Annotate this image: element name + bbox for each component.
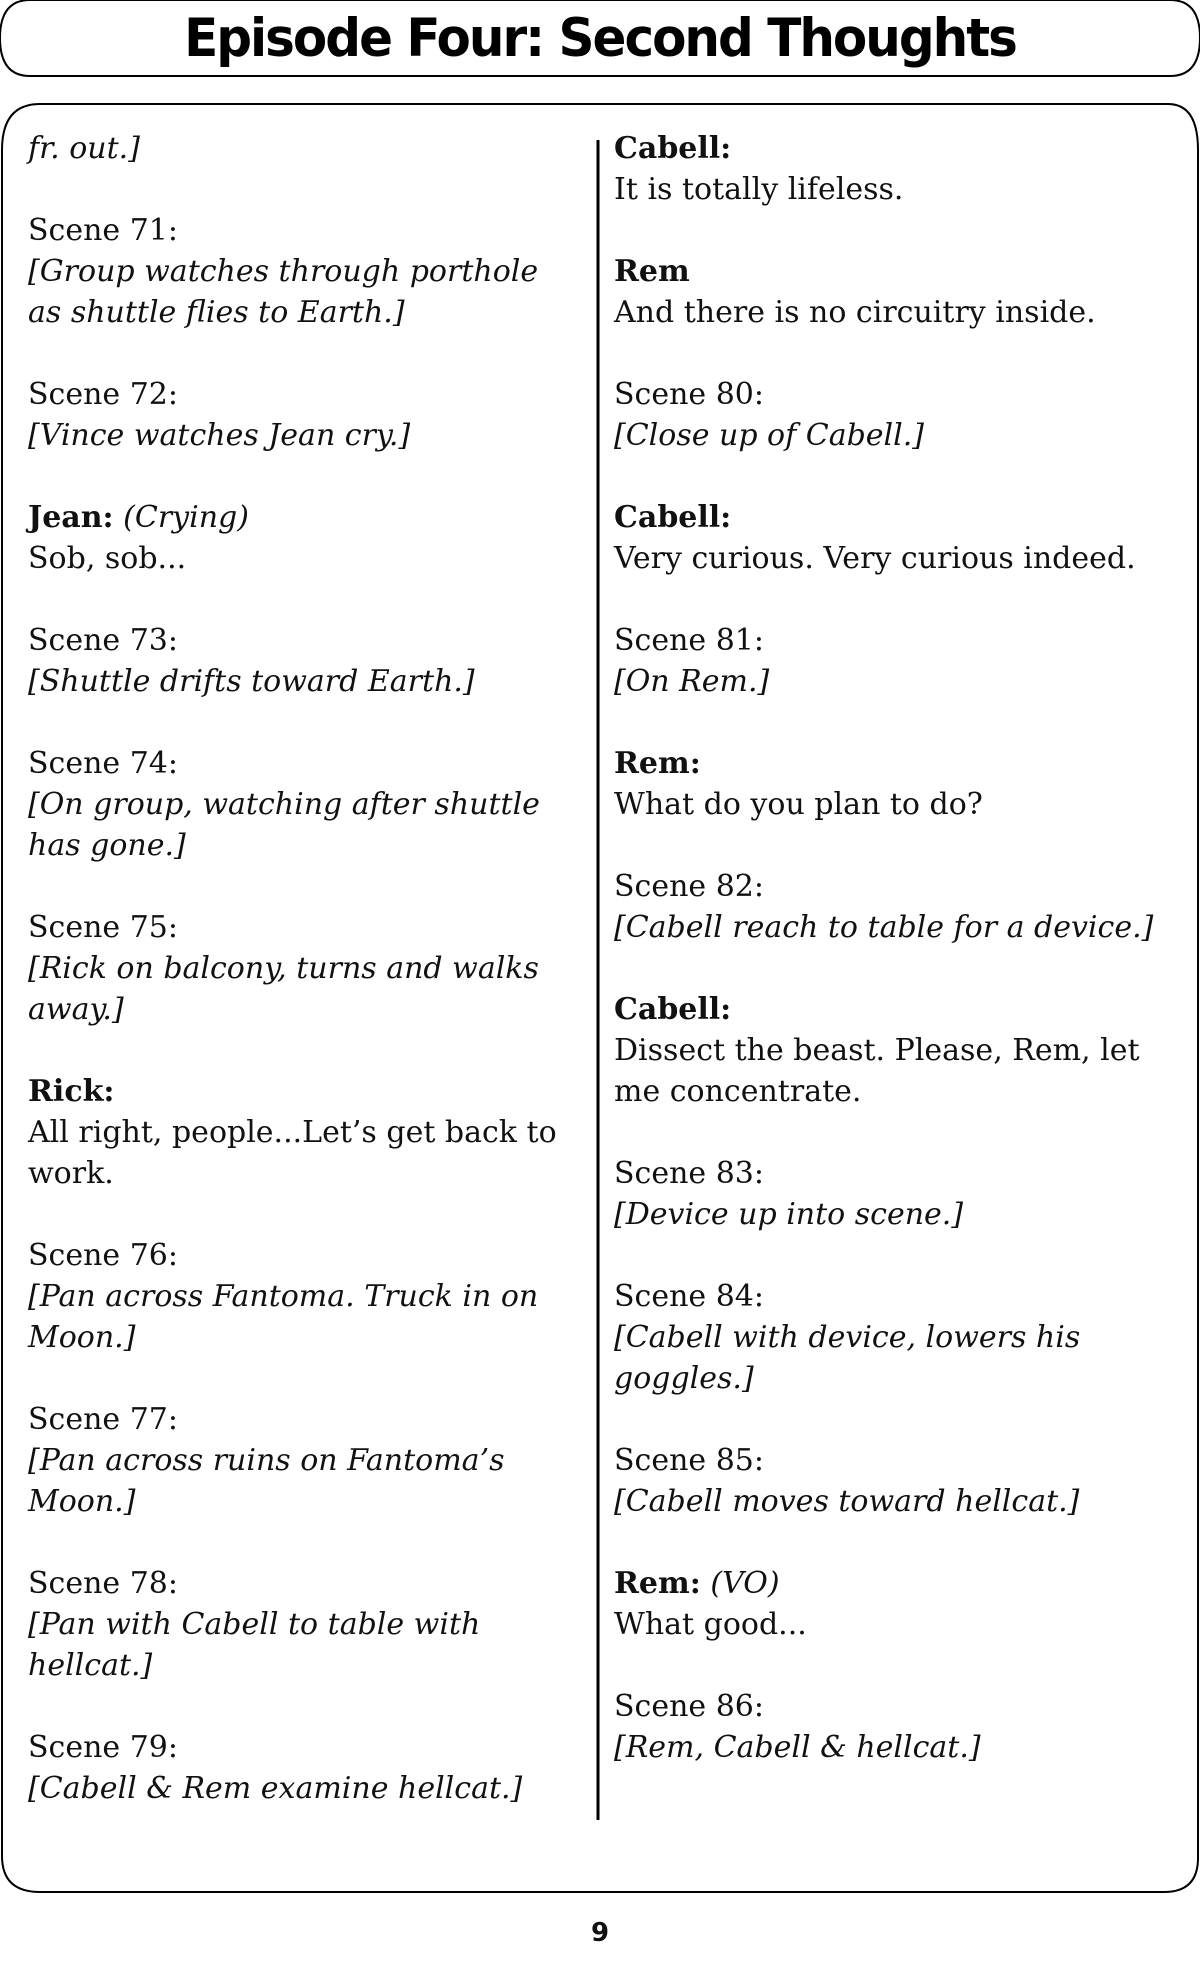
scene-heading: Scene 71: (28, 213, 178, 248)
speaker-name: Rem (614, 254, 690, 289)
scene-heading: Scene 78: (28, 1566, 178, 1601)
left-column (28, 128, 573, 1850)
speaker-line (614, 743, 1184, 784)
dialogue-line: What good... (614, 1607, 807, 1642)
dialogue-entry (614, 1563, 1184, 1645)
stage-direction: [Cabell reach to table for a device.] (614, 910, 1154, 945)
scene-heading: Scene 82: (614, 869, 764, 904)
parenthetical: (VO) (710, 1566, 780, 1601)
speaker-name: Cabell: (614, 992, 732, 1027)
stage-direction: [Cabell with device, lowers his goggles.] (614, 1320, 1081, 1396)
stage-direction: [Rem, Cabell & hellcat.] (614, 1730, 981, 1765)
stage-direction: [On group, watching after shuttle has gone.] (28, 787, 540, 863)
parenthetical: (Crying) (123, 500, 249, 535)
scene-heading: Scene 85: (614, 1443, 764, 1478)
scene-heading: Scene 81: (614, 623, 764, 658)
speaker-name: Cabell: (614, 500, 732, 535)
stage-direction: [Device up into scene.] (614, 1197, 964, 1232)
scene-entry (614, 1276, 1184, 1399)
scene-entry (28, 374, 573, 456)
stage-direction: [Pan across Fantoma. Truck in on Moon.] (28, 1279, 539, 1355)
dialogue-line: Sob, sob... (28, 541, 187, 576)
dialogue-entry (28, 497, 573, 579)
scene-heading: Scene 77: (28, 1402, 178, 1437)
page-number: 9 (590, 1918, 610, 1948)
speaker-line (614, 1563, 1184, 1604)
speaker-name: Cabell: (614, 131, 732, 166)
stage-direction: [On Rem.] (614, 664, 770, 699)
speaker-line (28, 1071, 573, 1112)
stage-direction: [Vince watches Jean cry.] (28, 418, 411, 453)
stage-direction: fr. out.] (28, 131, 140, 166)
stage-direction: [Pan with Cabell to table with hellcat.] (28, 1607, 481, 1683)
episode-title: Episode Four: Second Thoughts (184, 7, 1016, 69)
stage-direction: [Group watches through porthole as shuttle flies to Earth.] (28, 254, 539, 330)
dialogue-line: And there is no circuitry inside. (614, 295, 1096, 330)
scene-entry (28, 1727, 573, 1809)
speaker-name: Jean: (28, 500, 114, 535)
speaker-line (614, 497, 1184, 538)
scene-entry (28, 1399, 573, 1522)
speaker-name: Rem: (614, 1566, 701, 1601)
scene-entry (28, 210, 573, 333)
scene-entry (614, 1686, 1184, 1768)
scene-entry (28, 1563, 573, 1686)
dialogue-entry (28, 1071, 573, 1194)
scene-entry (28, 128, 573, 169)
speaker-line (614, 128, 1184, 169)
speaker-line (614, 989, 1184, 1030)
speaker-line (28, 497, 573, 538)
scene-entry (28, 620, 573, 702)
scene-entry (28, 907, 573, 1030)
stage-direction: [Rick on balcony, turns and walks away.] (28, 951, 539, 1027)
stage-direction: [Close up of Cabell.] (614, 418, 924, 453)
stage-direction: [Shuttle drifts toward Earth.] (28, 664, 475, 699)
dialogue-entry (614, 743, 1184, 825)
dialogue-line: Very curious. Very curious indeed. (614, 541, 1136, 576)
scene-heading: Scene 84: (614, 1279, 764, 1314)
scene-heading: Scene 79: (28, 1730, 178, 1765)
speaker-name: Rem: (614, 746, 701, 781)
scene-entry (614, 1440, 1184, 1522)
stage-direction: [Pan across ruins on Fantoma’s Moon.] (28, 1443, 505, 1519)
scene-heading: Scene 75: (28, 910, 178, 945)
speaker-name: Rick: (28, 1074, 115, 1109)
dialogue-line: Dissect the beast. Please, Rem, let me concentrate. (614, 1033, 1140, 1109)
speaker-line (614, 251, 1184, 292)
dialogue-entry (614, 251, 1184, 333)
scene-entry (28, 743, 573, 866)
scene-entry (28, 1235, 573, 1358)
dialogue-line: It is totally lifeless. (614, 172, 904, 207)
dialogue-line: What do you plan to do? (614, 787, 983, 822)
stage-direction: [Cabell & Rem examine hellcat.] (28, 1771, 523, 1806)
scene-entry (614, 374, 1184, 456)
scene-entry (614, 1153, 1184, 1235)
right-column (614, 128, 1184, 1809)
dialogue-entry (614, 128, 1184, 210)
scene-entry (614, 620, 1184, 702)
scene-heading: Scene 83: (614, 1156, 764, 1191)
dialogue-entry (614, 497, 1184, 579)
scene-heading: Scene 86: (614, 1689, 764, 1724)
scene-heading: Scene 72: (28, 377, 178, 412)
dialogue-entry (614, 989, 1184, 1112)
scene-heading: Scene 73: (28, 623, 178, 658)
scene-heading: Scene 76: (28, 1238, 178, 1273)
scene-entry (614, 866, 1184, 948)
scene-heading: Scene 74: (28, 746, 178, 781)
dialogue-line: All right, people...Let’s get back to work. (28, 1115, 557, 1191)
scene-heading: Scene 80: (614, 377, 764, 412)
stage-direction: [Cabell moves toward hellcat.] (614, 1484, 1080, 1519)
